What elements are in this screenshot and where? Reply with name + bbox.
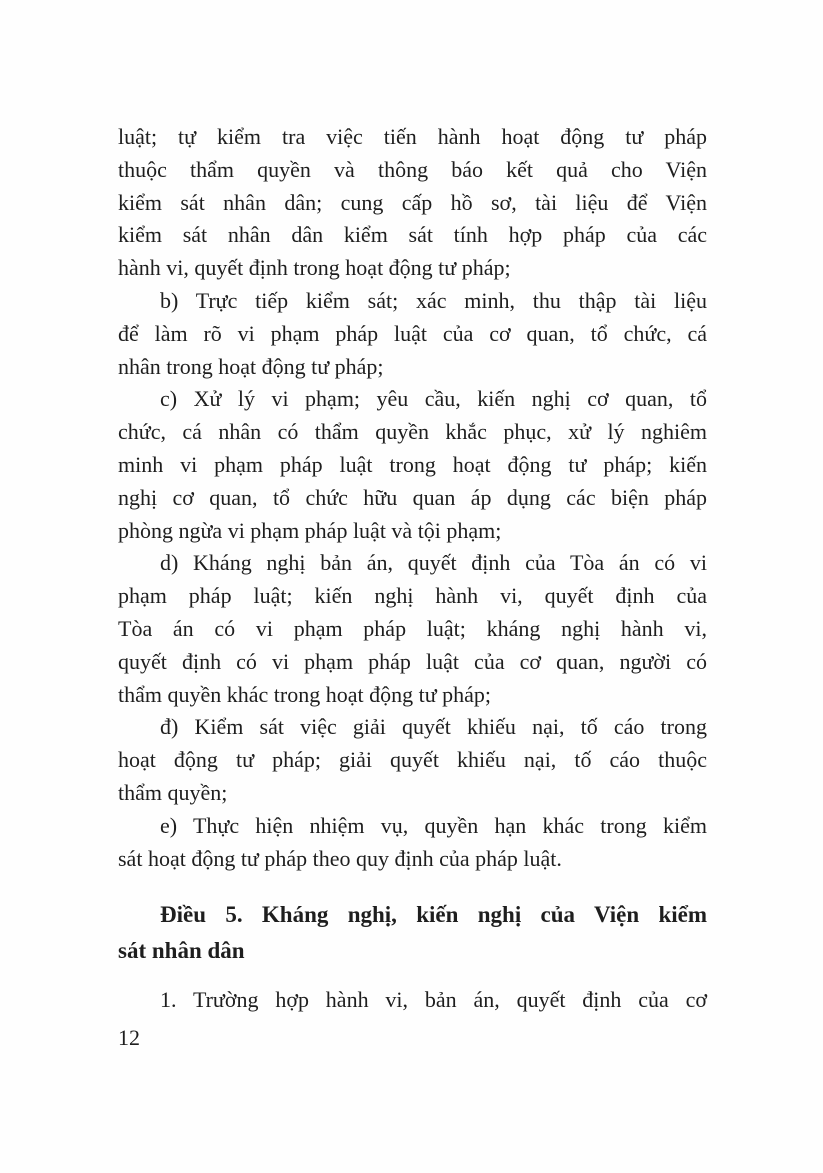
text-line: thẩm quyền khác trong hoạt động tư pháp; xyxy=(118,681,492,707)
text-line: thẩm quyền; xyxy=(118,779,228,805)
text-line: Tòa án có vi phạm pháp luật; kháng nghị hành vi, xyxy=(118,615,707,641)
text-line: e) Thực hiện nhiệm vụ, quyền hạn khác trong kiểm xyxy=(160,812,707,838)
text-line: c) Xử lý vi phạm; yêu cầu, kiến nghị cơ quan, tổ xyxy=(160,386,707,412)
text-line: kiểm sát nhân dân kiểm sát tính hợp pháp của các xyxy=(118,222,707,248)
text-line: đ) Kiểm sát việc giải quyết khiếu nại, tố cáo trong xyxy=(160,714,707,740)
text-line: kiểm sát nhân dân; cung cấp hồ sơ, tài liệu để Viện xyxy=(118,189,707,215)
text-line: sát hoạt động tư pháp theo quy định của pháp luật. xyxy=(118,845,562,871)
text-line: thuộc thẩm quyền và thông báo kết quả cho Viện xyxy=(118,156,707,182)
paragraph-clause-c xyxy=(118,383,707,547)
heading-line: sát nhân dân xyxy=(118,938,245,964)
text-line: phòng ngừa vi phạm pháp luật và tội phạm; xyxy=(118,517,502,543)
text-line: nghị cơ quan, tổ chức hữu quan áp dụng các biện pháp xyxy=(118,484,707,510)
text-line: d) Kháng nghị bản án, quyết định của Tòa án có vi xyxy=(160,550,707,576)
page-text-block xyxy=(118,121,707,1017)
text-line: hoạt động tư pháp; giải quyết khiếu nại, tố cáo thuộc xyxy=(118,747,707,773)
paragraph-clause-d xyxy=(118,547,707,711)
page-number: 12 xyxy=(118,1025,140,1050)
paragraph-article-5-item-1 xyxy=(118,984,707,1017)
heading-line: Điều 5. Kháng nghị, kiến nghị của Viện kiểm xyxy=(160,902,707,928)
article-5-heading xyxy=(118,897,707,969)
text-line: để làm rõ vi phạm pháp luật của cơ quan, tổ chức, cá xyxy=(118,320,707,346)
text-line: hành vi, quyết định trong hoạt động tư pháp; xyxy=(118,255,511,281)
text-line: 1. Trường hợp hành vi, bản án, quyết định của cơ xyxy=(160,987,707,1013)
paragraph-clause-b xyxy=(118,285,707,383)
text-line: quyết định có vi phạm pháp luật của cơ quan, người có xyxy=(118,648,707,674)
paragraph-clause-dd xyxy=(118,711,707,809)
text-line: phạm pháp luật; kiến nghị hành vi, quyết định của xyxy=(118,583,707,609)
text-line: luật; tự kiểm tra việc tiến hành hoạt động tư pháp xyxy=(118,124,707,149)
text-line: minh vi phạm pháp luật trong hoạt động tư pháp; kiến xyxy=(118,451,707,477)
paragraph-clause-e xyxy=(118,810,707,876)
text-line: chức, cá nhân có thẩm quyền khắc phục, xử lý nghiêm xyxy=(118,419,707,445)
paragraph-clause-a-continuation xyxy=(118,121,707,285)
text-line: b) Trực tiếp kiểm sát; xác minh, thu thập tài liệu xyxy=(160,287,707,313)
text-line: nhân trong hoạt động tư pháp; xyxy=(118,353,384,379)
